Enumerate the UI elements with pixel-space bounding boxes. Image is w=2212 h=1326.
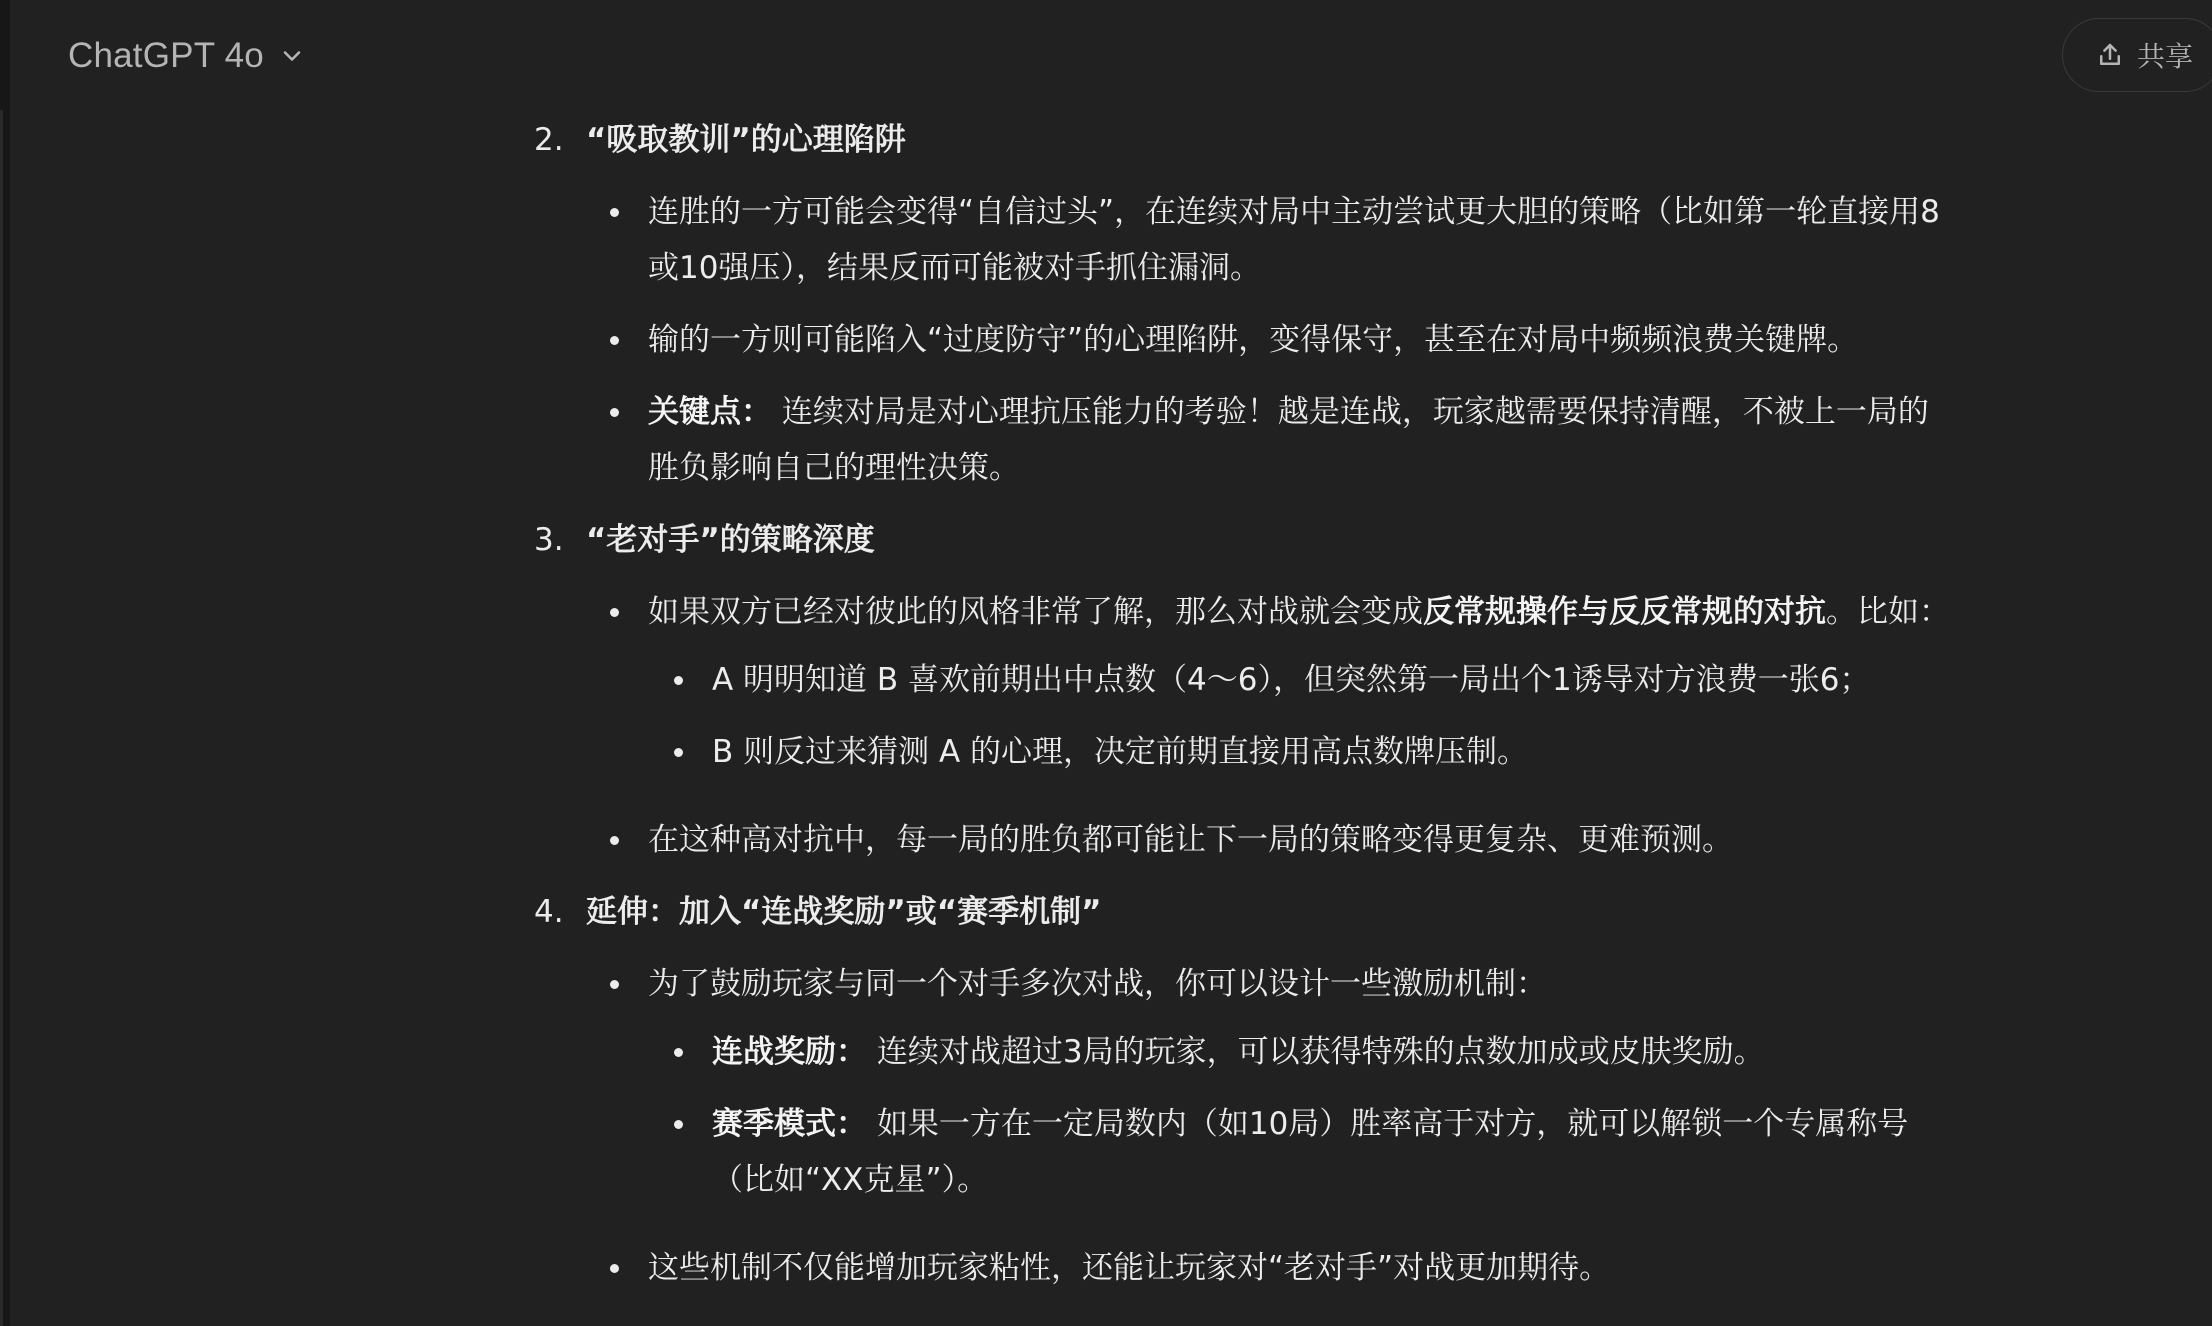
numbered-section bbox=[530, 112, 1950, 512]
list-item bbox=[648, 184, 1950, 312]
bold-text: 关键点： bbox=[648, 394, 772, 430]
sub-list-item bbox=[712, 1096, 1950, 1224]
section-title: 延伸：加入“连战奖励”或“赛季机制” bbox=[586, 894, 1102, 930]
text-span: 输的一方则可能陷入“过度防守”的心理陷阱，变得保守，甚至在对局中频频浪费关键牌。 bbox=[648, 322, 1859, 358]
sub-list-item bbox=[712, 652, 1950, 724]
top-bar bbox=[10, 0, 2212, 112]
bullet-list bbox=[530, 956, 1950, 1312]
text-span: 如果双方已经对彼此的风格非常了解，那么对战就会变成 bbox=[648, 594, 1423, 630]
list-item bbox=[648, 956, 1950, 1240]
model-name: ChatGPT 4o bbox=[68, 36, 264, 75]
text-span: 为了鼓励玩家与同一个对手多次对战，你可以设计一些激励机制： bbox=[648, 966, 1547, 1002]
assistant-message bbox=[530, 112, 1950, 1312]
sub-list-item bbox=[712, 724, 1950, 796]
list-item bbox=[648, 312, 1950, 384]
text-span: 连胜的一方可能会变得“自信过头”，在连续对局中主动尝试更大胆的策略（比如第一轮直接用8或10强压），结果反而可能被对手抓住漏洞。 bbox=[648, 194, 1940, 286]
list-item bbox=[648, 1240, 1950, 1312]
numbered-section bbox=[530, 884, 1950, 1312]
share-icon bbox=[2095, 40, 2125, 70]
bold-text: 反常规操作与反反常规的对抗 bbox=[1423, 594, 1826, 630]
sidebar-divider bbox=[0, 110, 3, 1326]
text-span: 在这种高对抗中，每一局的胜负都可能让下一局的策略变得更复杂、更难预测。 bbox=[648, 822, 1733, 858]
share-button[interactable] bbox=[2062, 18, 2212, 92]
text-span: 。比如： bbox=[1826, 594, 1950, 630]
section-number: 2. bbox=[534, 122, 564, 158]
list-item bbox=[648, 584, 1950, 812]
list-item bbox=[648, 384, 1950, 512]
bullet-list bbox=[530, 584, 1950, 884]
chevron-down-icon bbox=[278, 42, 306, 70]
section-title: “老对手”的策略深度 bbox=[586, 522, 875, 558]
text-span: 连续对战超过3局的玩家，可以获得特殊的点数加成或皮肤奖励。 bbox=[867, 1034, 1765, 1070]
sub-bullet-list bbox=[648, 1024, 1950, 1224]
section-number: 3. bbox=[534, 522, 564, 558]
share-label: 共享 bbox=[2137, 40, 2194, 73]
text-span: B 则反过来猜测 A 的心理，决定前期直接用高点数牌压制。 bbox=[712, 734, 1529, 770]
list-item bbox=[648, 812, 1950, 884]
text-span: 如果一方在一定局数内（如10局）胜率高于对方，就可以解锁一个专属称号（比如“XX克星”）。 bbox=[712, 1106, 1909, 1198]
text-span: A 明明知道 B 喜欢前期出中点数（4～6），但突然第一局出个1诱导对方浪费一张6； bbox=[712, 662, 1871, 698]
numbered-section bbox=[530, 512, 1950, 884]
bold-text: 连战奖励： bbox=[712, 1034, 867, 1070]
text-span: 这些机制不仅能增加玩家粘性，还能让玩家对“老对手”对战更加期待。 bbox=[648, 1250, 1611, 1286]
bold-text: 赛季模式： bbox=[712, 1106, 867, 1142]
model-switcher-button[interactable] bbox=[58, 26, 316, 86]
section-number: 4. bbox=[534, 894, 564, 930]
text-span: 连续对局是对心理抗压能力的考验！越是连战，玩家越需要保持清醒，不被上一局的胜负影响自己的理性决策。 bbox=[648, 394, 1929, 486]
sub-bullet-list bbox=[648, 652, 1950, 796]
bullet-list bbox=[530, 184, 1950, 512]
section-title: “吸取教训”的心理陷阱 bbox=[586, 122, 906, 158]
sub-list-item bbox=[712, 1024, 1950, 1096]
